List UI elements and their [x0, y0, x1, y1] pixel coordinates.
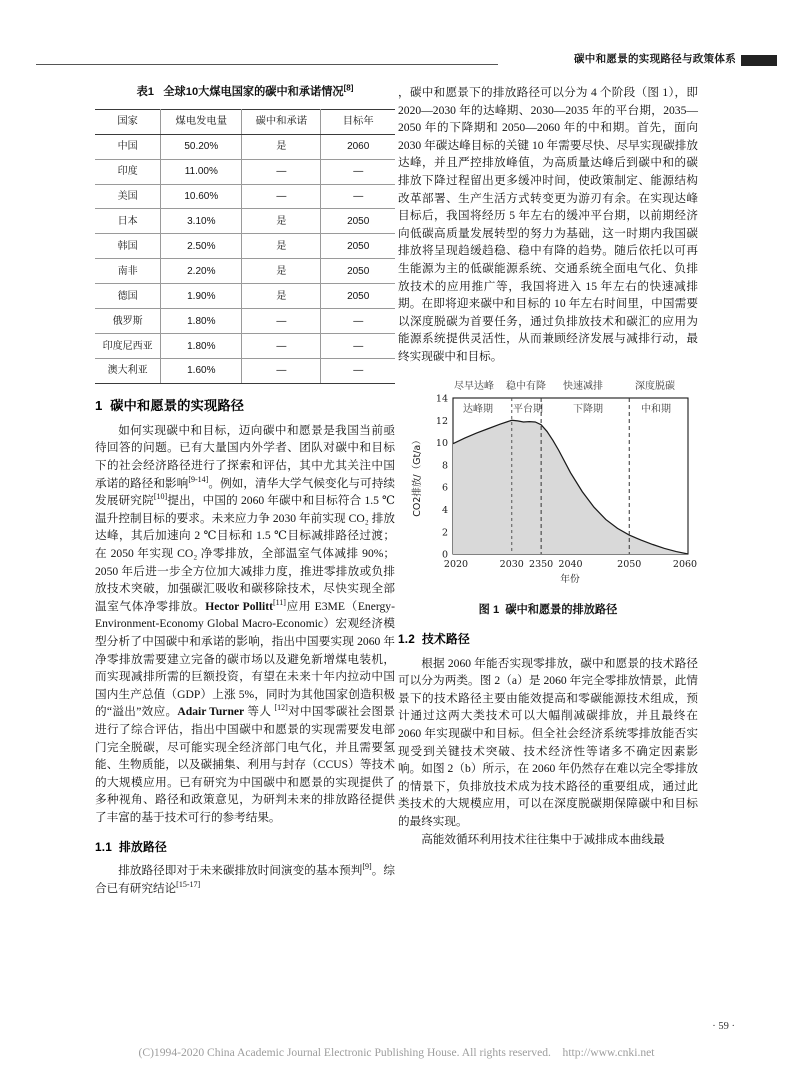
chart-y-tick-labels — [436, 393, 448, 560]
s1-p1-name2: Adair Turner — [177, 705, 245, 719]
section-1-number: 1 — [95, 398, 103, 414]
chart-phase-label-0: 达峰期 — [463, 403, 493, 415]
chart-phase-label-3: 中和期 — [641, 403, 671, 415]
s1-p1-f: 对中国零碳社会图景进行了综合评估，指出中国碳中和愿景的实现需要发电部门完全脱碳，尽可能实现全经济部门电气化，并且需要氢能、生物质能，以及碳捕集、利用与封存（CCUS）等技术的大规模应用。已有研究为中国碳中和愿景的实现提供了多种视角、路径和政策意见，为研判未来的排放路径提供了丰富的基于技术可行的参考结果。 — [95, 705, 395, 824]
figure-1-caption — [398, 602, 698, 620]
s1-p1-e: 等人 — [244, 705, 275, 719]
chart-xtick-2030: 2030 — [499, 558, 524, 570]
table-row — [95, 184, 395, 209]
chart-ytick-6: 6 — [441, 482, 448, 494]
copyright-notice: (C)1994-2020 China Academic Journal Electronic Publishing House. All rights reserved. http://www.cnki.net — [138, 1046, 655, 1059]
running-head — [0, 48, 793, 74]
chart-ytick-0: 0 — [441, 548, 448, 560]
cell-country: 日本 — [95, 209, 161, 234]
left-column — [95, 84, 395, 897]
cell-country: 印度 — [95, 159, 161, 184]
cell-pledge: 是 — [242, 284, 321, 309]
cell-share: 1.80% — [161, 309, 242, 334]
section-1-2-title: 技术路径 — [421, 632, 470, 647]
table-row — [95, 359, 395, 384]
paragraph-s1-p1 — [95, 422, 395, 827]
s1-p1-name1: Hector Pollitt — [205, 599, 273, 613]
s11-p1-b: 。综合已有研究结论 — [95, 864, 395, 895]
table1-body — [95, 134, 395, 384]
cell-year: — — [321, 309, 395, 334]
cell-country: 中国 — [95, 134, 161, 159]
cell-year: — — [321, 359, 395, 384]
table-row — [95, 159, 395, 184]
chart-xtick-2060: 2060 — [672, 558, 698, 570]
cell-pledge: 是 — [242, 209, 321, 234]
cell-pledge: — — [242, 334, 321, 359]
s11-p1-ref1: [9] — [362, 862, 372, 872]
chart-top-annotation-1: 稳中有降 — [506, 380, 546, 392]
table-row — [95, 284, 395, 309]
chart-top-annotation-2: 快速减排 — [563, 380, 603, 392]
chart-xtick-2350: 2350 — [529, 558, 554, 570]
table1-header-2: 碳中和承诺 — [242, 109, 321, 134]
s11-p1-ref2: [15-17] — [176, 879, 201, 889]
chart-top-annotation-0: 尽早达峰 — [454, 380, 494, 392]
s1-p1-b: 。例如，清华大学气候变化与可持续发展研究院 — [95, 476, 395, 508]
table1-caption — [95, 84, 395, 102]
cell-share: 1.80% — [161, 334, 242, 359]
table1-header-1: 煤电发电量 — [161, 109, 242, 134]
page-number: · 59 · — [712, 1021, 735, 1032]
s11-p1-a: 排放路径即对于未来碳排放时间演变的基本预判 — [118, 864, 363, 878]
cell-share: 11.00% — [161, 159, 242, 184]
cell-year: 2050 — [321, 234, 395, 259]
section-heading-1-2 — [398, 631, 698, 649]
cell-country: 美国 — [95, 184, 161, 209]
figure-1-caption-text: 碳中和愿景的排放路径 — [505, 603, 618, 616]
section-heading-1 — [95, 397, 395, 415]
chart-top-annotation-3: 深度脱碳 — [635, 380, 675, 392]
section-1-1-number: 1.1 — [95, 839, 112, 854]
cell-share: 1.90% — [161, 284, 242, 309]
s1-p1-c: 提出，中国的 2060 年碳中和目标符合 1.5 ℃温升控制目标的要求。未来应力争 2030 年前实现 CO₂ 排放达峰，其后加速向 2 ℃目标和 1.5 ℃目标减排路径过渡；在 2050 年实现 CO₂ 净零排放，全部温室气体减排 90%；2050 年后进一步全方位加大减排力度，推进零排放或负排放技术突破，加强碳汇吸收和碳移除技术，尽快实现全部温室气体净零排放。 — [95, 494, 395, 613]
cell-share: 1.60% — [161, 359, 242, 384]
chart-ytick-14: 14 — [435, 393, 448, 404]
cell-share: 2.20% — [161, 259, 242, 284]
section-1-title: 碳中和愿景的实现路径 — [110, 398, 245, 414]
cell-share: 10.60% — [161, 184, 242, 209]
right-column — [398, 84, 698, 848]
s1-p1-ref3: [11] — [272, 597, 286, 607]
table-row — [95, 234, 395, 259]
chart-ytick-10: 10 — [435, 437, 448, 449]
chart-ytick-2: 2 — [441, 526, 448, 538]
section-heading-1-1 — [95, 839, 395, 857]
paragraph-s11-p1-left — [95, 862, 395, 897]
chart-x-axis-label: 年份 — [560, 573, 580, 585]
cell-country: 韩国 — [95, 234, 161, 259]
cell-pledge: — — [242, 184, 321, 209]
chart-phase-label-2: 下降期 — [573, 403, 603, 415]
chart-xtick-2050: 2050 — [617, 558, 642, 570]
cell-pledge: — — [242, 159, 321, 184]
table1-header-3: 目标年 — [321, 109, 395, 134]
cell-year: — — [321, 184, 395, 209]
section-1-1-title: 排放路径 — [118, 839, 167, 854]
s1-p1-ref1: [9-14] — [188, 474, 209, 484]
s1-p1-ref4: [12] — [274, 703, 288, 713]
table1-caption-ref: [8] — [343, 83, 354, 93]
table-header-row — [95, 109, 395, 134]
table-row — [95, 334, 395, 359]
cell-pledge: — — [242, 309, 321, 334]
cell-country: 印度尼西亚 — [95, 334, 161, 359]
table-row — [95, 309, 395, 334]
cell-pledge: 是 — [242, 134, 321, 159]
running-head-title: 碳中和愿景的实现路径与政策体系 — [574, 53, 736, 65]
cell-year: — — [321, 334, 395, 359]
cell-pledge: 是 — [242, 234, 321, 259]
chart-ytick-8: 8 — [441, 459, 448, 471]
cell-share: 50.20% — [161, 134, 242, 159]
figure-1-caption-label: 图 1 — [478, 603, 500, 616]
cell-share: 2.50% — [161, 234, 242, 259]
chart-xtick-2040: 2040 — [558, 558, 583, 570]
chart-y-axis-label: CO2排放/（Gt/a） — [412, 434, 423, 517]
running-head-block — [741, 55, 777, 66]
chart-svg — [398, 376, 698, 598]
cell-year: 2050 — [321, 284, 395, 309]
s1-p1-ref2: [10] — [153, 492, 168, 502]
cell-pledge: 是 — [242, 259, 321, 284]
cell-country: 俄罗斯 — [95, 309, 161, 334]
emissions-pathway-chart — [398, 376, 698, 598]
table1-caption-text: 全球10大煤电国家的碳中和承诺情况 — [163, 86, 344, 98]
paragraph-s12-p1: 根据 2060 年能否实现零排放，碳中和愿景的技术路径可以分为两类。图 2（a）是 2060 年完全零排放情景，此情景下的技术路径主要由能效提高和零碳能源技术组成，预计通过这两大类技术可以大幅削减碳排放，并且最终在 2060 年实现碳中和目标。但全社会经济系统零排放能否实现受到关键技术突破、技术经济性等诸多不确定因素影响。如图 2（b）所示，在 2060 年仍然存在难以完全零排放的情景下，负排放技术成为技术路径的重要组成，通过此类技术的大规模应用，可以在深度脱碳期保障碳中和目标的最终实现。 — [398, 656, 698, 829]
table1-caption-label: 表1 — [136, 86, 155, 98]
cell-year: 2050 — [321, 209, 395, 234]
table-row — [95, 134, 395, 159]
running-head-rule — [36, 64, 498, 65]
cell-share: 3.10% — [161, 209, 242, 234]
table-row — [95, 209, 395, 234]
table1-header-0: 国家 — [95, 109, 161, 134]
cell-year: 2060 — [321, 134, 395, 159]
chart-area-fill — [453, 420, 688, 554]
chart-phase-label-1: 平台期 — [513, 403, 543, 415]
chart-x-tick-labels — [444, 559, 697, 570]
s1-p1-a: 如何实现碳中和目标，迈向碳中和愿景是我国当前亟待回答的问题。已有大量国内外学者、团队对碳中和目标下的社会经济路径进行了探索和评估，其中尤其关注中国承诺的路径和影响 — [95, 423, 395, 490]
section-1-2-number: 1.2 — [398, 632, 415, 647]
table1 — [95, 109, 395, 385]
figure-1 — [398, 376, 698, 620]
cell-country: 德国 — [95, 284, 161, 309]
paragraph-s12-p2: 高能效循环利用技术往往集中于减排成本曲线最 — [421, 832, 665, 846]
cell-country: 南非 — [95, 259, 161, 284]
chart-ytick-12: 12 — [435, 415, 448, 427]
cell-country: 澳大利亚 — [95, 359, 161, 384]
s1-p1-d: 应用 E3ME（Energy-Environment-Economy Global Macro-Economic）宏观经济模型分析了中国碳中和承诺的影响，指出中国要实现 2060 年净零排放需要建立完备的碳市场以及避免新增煤电装机，而实现减排所需的巨额投资，有望在未来十年内拉动中国国内生产总值（GDP）上涨 5%，同时为其他国家创造积极的“溢出”效应。 — [95, 599, 395, 719]
cell-year: — — [321, 159, 395, 184]
table-row — [95, 259, 395, 284]
cell-pledge: — — [242, 359, 321, 384]
paragraph-s11-p1-cont: ，碳中和愿景下的排放路径可以分为 4 个阶段（图 1），即 2020—2030 年的达峰期、2030—2035 年的平台期，2035—2050 年的下降期和 2050—2060 年的中和期。首先，面向 2030 年碳达峰目标的关键 10 年需要尽快、尽早实现碳排放达峰，并且严控排放峰值，为高质量达峰后到碳中和的碳排放下降过程留出更多缓冲时间，使政策制定、能源结构改革部署、生产生活方式转变更为游刃有余。在实现达峰目标后，我国将经历 5 年左右的缓冲平台期，以前期经济向低碳高质量发展转型的努力为基础，这一时期内我国碳排放将呈现趋缓趋稳、稳中有降的趋势。随后依托以可再生能源为主的低碳能源系统、交通系统全面电气化、负排放技术的应用推广等，我国将进入 15 年左右的快速减排期。在即将迎来碳中和目标的 10 年左右时间里，中国需要以深度脱碳为首要任务，通过负排放技术和碳汇的应用为能源系统提供灵活性，从而兼顾经济发展与减排行动，最终实现碳中和目标。 — [398, 86, 698, 363]
chart-ytick-4: 4 — [441, 504, 448, 516]
cell-year: 2050 — [321, 259, 395, 284]
chart-xtick-2020: 2020 — [443, 558, 469, 570]
